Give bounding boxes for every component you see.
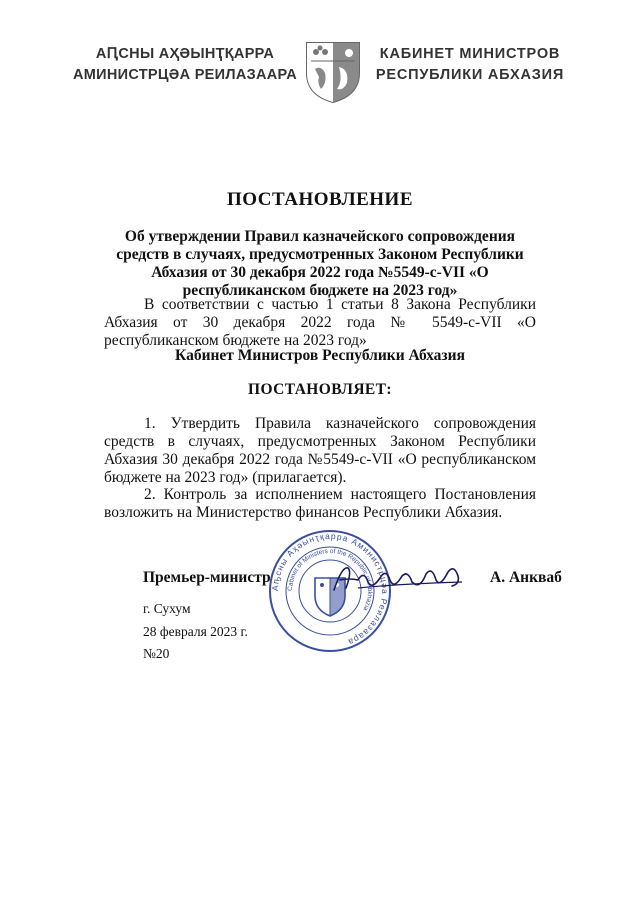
header-left-line2: АМИНИСТРЦӘА РЕИЛАЗААРА: [72, 67, 298, 83]
document-city: г. Сухум: [143, 601, 191, 616]
item-1-paragraph: 1. Утвердить Правила казначейского сопровождения средств в случаях, предусмотренных Законом Республики Абхазия 30 декабря 2022 года №5549-с-VII «О республиканском бюджете на 2023 год» (прилагается).: [104, 415, 536, 486]
header-right: [370, 44, 570, 86]
document-subject: Об утверждении Правил казначейского сопровождения средств в случаях, предусмотренных Законом Республики Абхазия от 30 декабря 2022 года №5549-с-VII «О республиканском бюджете на 2023 год»: [116, 228, 524, 299]
header-left: [70, 44, 300, 86]
signatory-role: Премьер-министр: [143, 569, 271, 586]
signatory-name: А. Анкваб: [490, 569, 562, 586]
handwritten-signature-icon: [328, 560, 468, 596]
document-number: №20: [143, 646, 170, 661]
seal-outer-text: Аҧсны Аҳәынҭқарра Аминистрцәа Реилазаара: [269, 530, 391, 648]
issuer-line: Кабинет Министров Республики Абхазия: [175, 347, 465, 364]
seal-inner-text: Cabinet of Ministers of the Republic of Abkhazia: [286, 547, 374, 612]
header-right-line2: РЕСПУБЛИКИ АБХАЗИЯ: [375, 67, 565, 83]
header-left-line1: АԤСНЫ АҲӘЫНҬҚАРРА: [95, 46, 275, 62]
state-emblem-icon: [303, 39, 363, 105]
item-2-paragraph: 2. Контроль за исполнением настоящего Постановления возложить на Министерство финансов Республики Абхазия.: [104, 486, 536, 521]
header-right-line1: КАБИНЕТ МИНИСТРОВ: [379, 46, 561, 62]
document-title: ПОСТАНОВЛЕНИЕ: [226, 189, 414, 210]
resolves-heading: ПОСТАНОВЛЯЕТ:: [248, 381, 392, 398]
preamble-paragraph: В соответствии с частью 1 статьи 8 Закона Республики Абхазия от 30 декабря 2022 года № 5549-с-VII «О республиканском бюджете на 2023 год»: [104, 296, 536, 349]
document-date: 28 февраля 2023 г.: [143, 624, 248, 639]
